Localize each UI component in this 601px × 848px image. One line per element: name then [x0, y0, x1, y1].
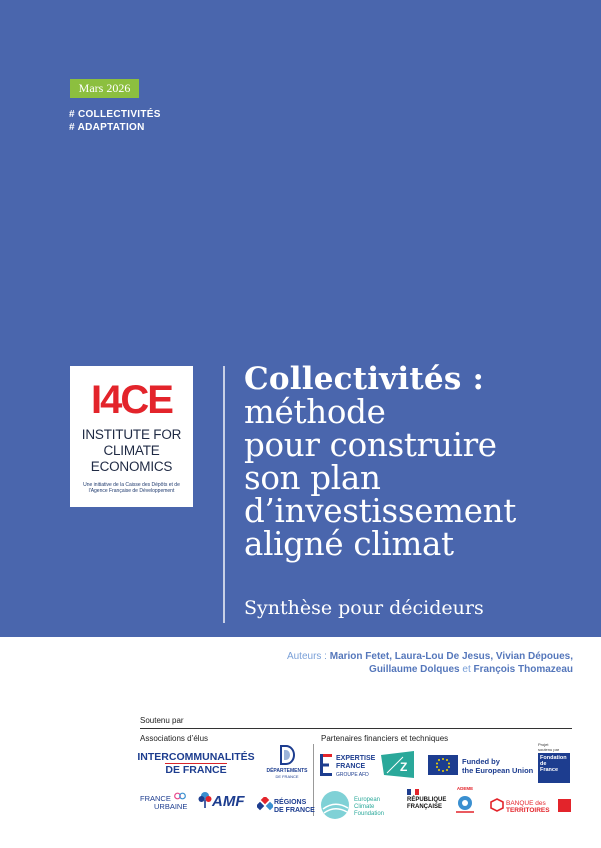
ademe-logo-icon	[454, 792, 476, 814]
i4ce-logo-line: CLIMATE	[103, 443, 160, 458]
report-title	[244, 362, 516, 561]
i4ce-logo	[70, 366, 193, 507]
banque-line: BANQUE des	[506, 800, 546, 807]
author-name: Vivian Dépoues	[495, 651, 571, 662]
ecf-circle-icon	[320, 790, 354, 820]
author-name: Marion Fetet	[329, 651, 390, 662]
date-badge: Mars 2026	[70, 79, 139, 98]
departements-logo	[266, 745, 308, 779]
france-urbaine-line: URBAINE	[154, 802, 188, 811]
departements-line: DÉPARTEMENTS	[266, 768, 308, 774]
expertise-france-line: GROUPE AFD	[336, 772, 369, 778]
partners-heading: Partenaires financiers et techniques	[321, 734, 449, 743]
eu-line: the European Union	[462, 766, 534, 775]
fondation-line: France	[540, 767, 559, 773]
title-line: méthode	[244, 393, 386, 431]
republique-line: FRANÇAISE	[407, 804, 443, 810]
i4ce-logo-line: ECONOMICS	[90, 459, 173, 474]
support-label: Soutenu par	[140, 716, 184, 725]
republique-marianne-icon	[407, 789, 419, 795]
title-bold: Collectivités :	[244, 361, 485, 397]
i4ce-logo-line: INSTITUTE FOR	[81, 427, 182, 442]
intercommunalites-line: DE FRANCE	[165, 764, 227, 776]
i4ce-logo-subline: Une initiative de la Caisse des Dépôts et de l'Agence Française de Développement	[83, 482, 180, 494]
fondation-line: soutenu par	[538, 747, 560, 752]
expertise-france-line: FRANCE	[336, 763, 366, 770]
svg-text:Z: Z	[400, 760, 408, 774]
support-rule	[140, 728, 572, 729]
france-urbaine-line: FRANCE	[140, 794, 171, 803]
elus-heading: Associations d’élus	[140, 734, 209, 743]
eu-logo	[462, 757, 533, 775]
title-line: d’investissement	[244, 492, 517, 530]
fondation-line: Projet	[538, 742, 549, 747]
tag-collectivites[interactable]: # COLLECTIVITÉS	[69, 109, 161, 120]
intercommunalites-line: INTERCOMMUNALITÉS	[137, 751, 255, 763]
regions-line: RÉGIONS	[274, 799, 307, 806]
author-name: Laura-Lou De Jesus	[394, 651, 491, 662]
intercommunalites-logo	[137, 752, 255, 776]
expertise-france-logo	[336, 755, 375, 779]
eu-flag-icon	[428, 755, 458, 775]
expertise-france-icon	[320, 754, 332, 776]
regions-line: DE FRANCE	[274, 807, 315, 814]
regions-icon	[257, 797, 273, 813]
tag-adaptation[interactable]: # ADAPTATION	[69, 122, 145, 133]
fondation-line: Fondation	[540, 755, 567, 761]
report-subtitle: Synthèse pour décideurs	[244, 597, 484, 619]
departements-line: DE FRANCE	[275, 774, 299, 779]
fondation-line: de	[540, 761, 547, 767]
eu-line: Funded by	[462, 757, 500, 766]
title-divider	[223, 366, 225, 623]
ademe-label: ADEME	[456, 786, 474, 791]
tag-list	[69, 108, 161, 134]
regions-logo	[274, 799, 315, 815]
ecf-line: European	[354, 797, 381, 803]
france-urbaine-heart-icon	[174, 792, 186, 802]
title-line: son plan	[244, 459, 381, 497]
amf-logo-text: AMF	[212, 793, 245, 810]
caisse-depots-icon	[558, 799, 571, 812]
republique-line: RÉPUBLIQUE	[407, 797, 447, 803]
ecf-line: Foundation	[354, 811, 385, 817]
banque-logo	[506, 800, 550, 814]
ecf-logo	[354, 797, 384, 818]
banque-line: TERRITOIRES	[506, 807, 550, 814]
fondation-caption	[538, 742, 559, 752]
title-line: pour construire	[244, 426, 497, 464]
i4ce-logo-mark: I4CE	[91, 378, 172, 422]
ecf-line: Climate	[354, 804, 375, 810]
fondation-logo	[538, 753, 570, 783]
departements-d-icon	[279, 745, 295, 765]
author-name: François Thomazeau	[473, 664, 573, 675]
authors-label: Auteurs :	[286, 651, 327, 662]
amf-tree-icon	[198, 791, 212, 809]
expertise-france-line: EXPERTISE	[336, 755, 376, 762]
giz-mark-icon	[381, 751, 414, 778]
author-name: Guillaume Dolques	[369, 664, 460, 675]
france-urbaine-logo	[140, 795, 196, 811]
title-line: aligné climat	[244, 525, 454, 563]
republique-logo	[407, 797, 446, 811]
authors-block: Auteurs : Marion Fetet, Laura-Lou De Jesus, Vivian Dépoues, Guillaume Dolques et François Thomazeau	[286, 651, 573, 675]
banque-hexagon-icon	[490, 798, 504, 812]
authors-separator: et	[462, 664, 471, 675]
